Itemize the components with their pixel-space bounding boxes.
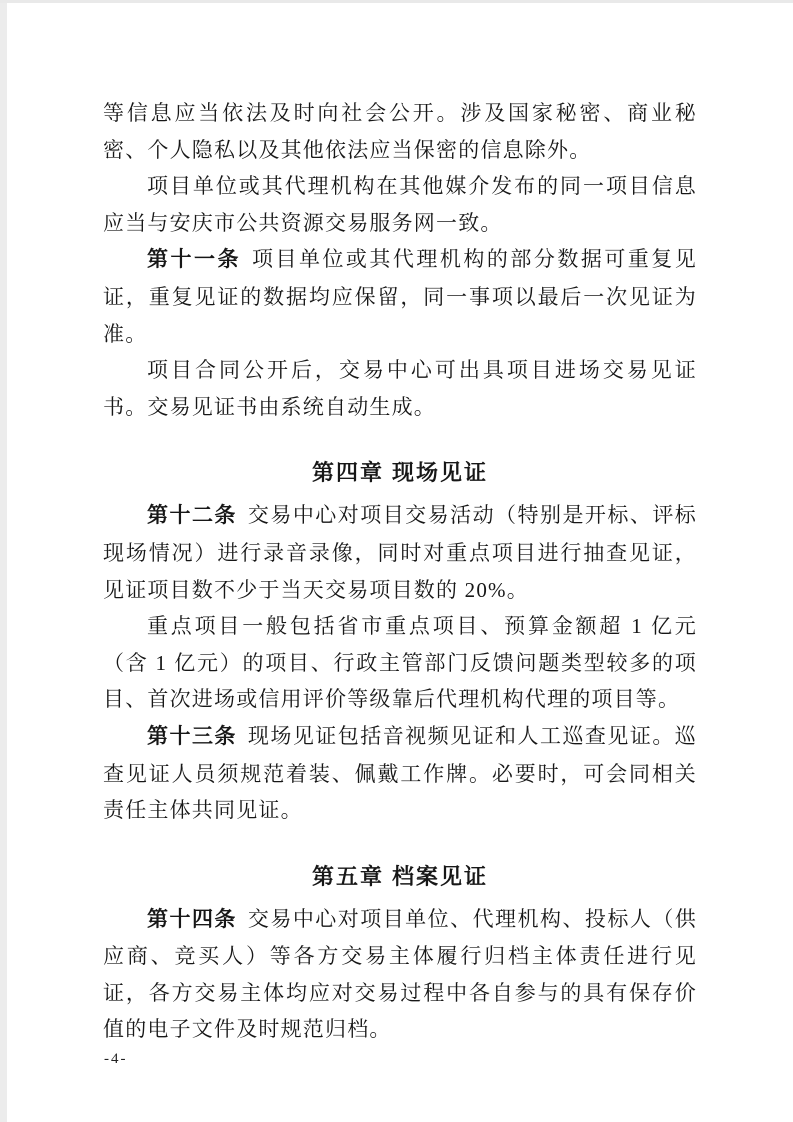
paragraph-text: 交易中心对项目交易活动（特别是开标、评标现场情况）进行录音录像，同时对重点项目进行抽查见证，见证项目数不少于当天交易项目数的 20%。 [103, 503, 698, 602]
paragraph-text: 项目单位或其代理机构在其他媒介发布的同一项目信息应当与安庆市公共资源交易服务网一致。 [103, 174, 697, 235]
paragraph [103, 718, 697, 829]
article-number: 第十二条 [147, 504, 237, 528]
article-number: 第十四条 [147, 907, 237, 931]
paragraph-text: 等信息应当依法及时向社会公开。涉及国家秘密、商业秘密、个人隐私以及其他依法应当保密的信息除外。 [103, 101, 697, 162]
chapter-heading: 第四章 现场见证 [311, 460, 489, 486]
article-number: 第十三条 [147, 724, 237, 748]
chapter-heading: 第五章 档案见证 [311, 863, 489, 889]
scan-edge-left [0, 0, 7, 1122]
paragraph-text: 现场见证包括音视频见证和人工巡查见证。巡查见证人员须规范着装、佩戴工作牌。必要时，可会同相关责任主体共同见证。 [103, 723, 698, 823]
paragraph [103, 497, 697, 608]
paragraph-text: 重点项目一般包括省市重点项目、预算金额超 1 亿元（含 1 亿元）的项目、行政主管部门反馈问题类型较多的项目、首次进场或信用评价等级靠后代理机构代理的项目等。 [103, 614, 697, 712]
page-number: -4- [104, 1051, 128, 1067]
paragraph [103, 241, 697, 352]
paragraph-text: 项目单位或其代理机构的部分数据可重复见证，重复见证的数据均应保留，同一事项以最后一次见证为准。 [103, 247, 697, 346]
document-body [103, 95, 697, 1048]
paragraph [103, 168, 697, 241]
paragraph [103, 95, 697, 168]
paragraph [103, 608, 697, 718]
paragraph-text: 交易中心对项目单位、代理机构、投标人（供应商、竞买人）等各方交易主体履行归档主体责任进行见证，各方交易主体均应对交易过程中各自参与的具有保存价值的电子文件及时规范归档。 [103, 906, 698, 1042]
paragraph-text: 项目合同公开后，交易中心可出具项目进场交易见证书。交易见证书由系统自动生成。 [103, 358, 697, 419]
paragraph [103, 352, 697, 425]
article-number: 第十一条 [147, 248, 241, 272]
paragraph [103, 901, 697, 1048]
scan-edge-top [0, 0, 793, 3]
